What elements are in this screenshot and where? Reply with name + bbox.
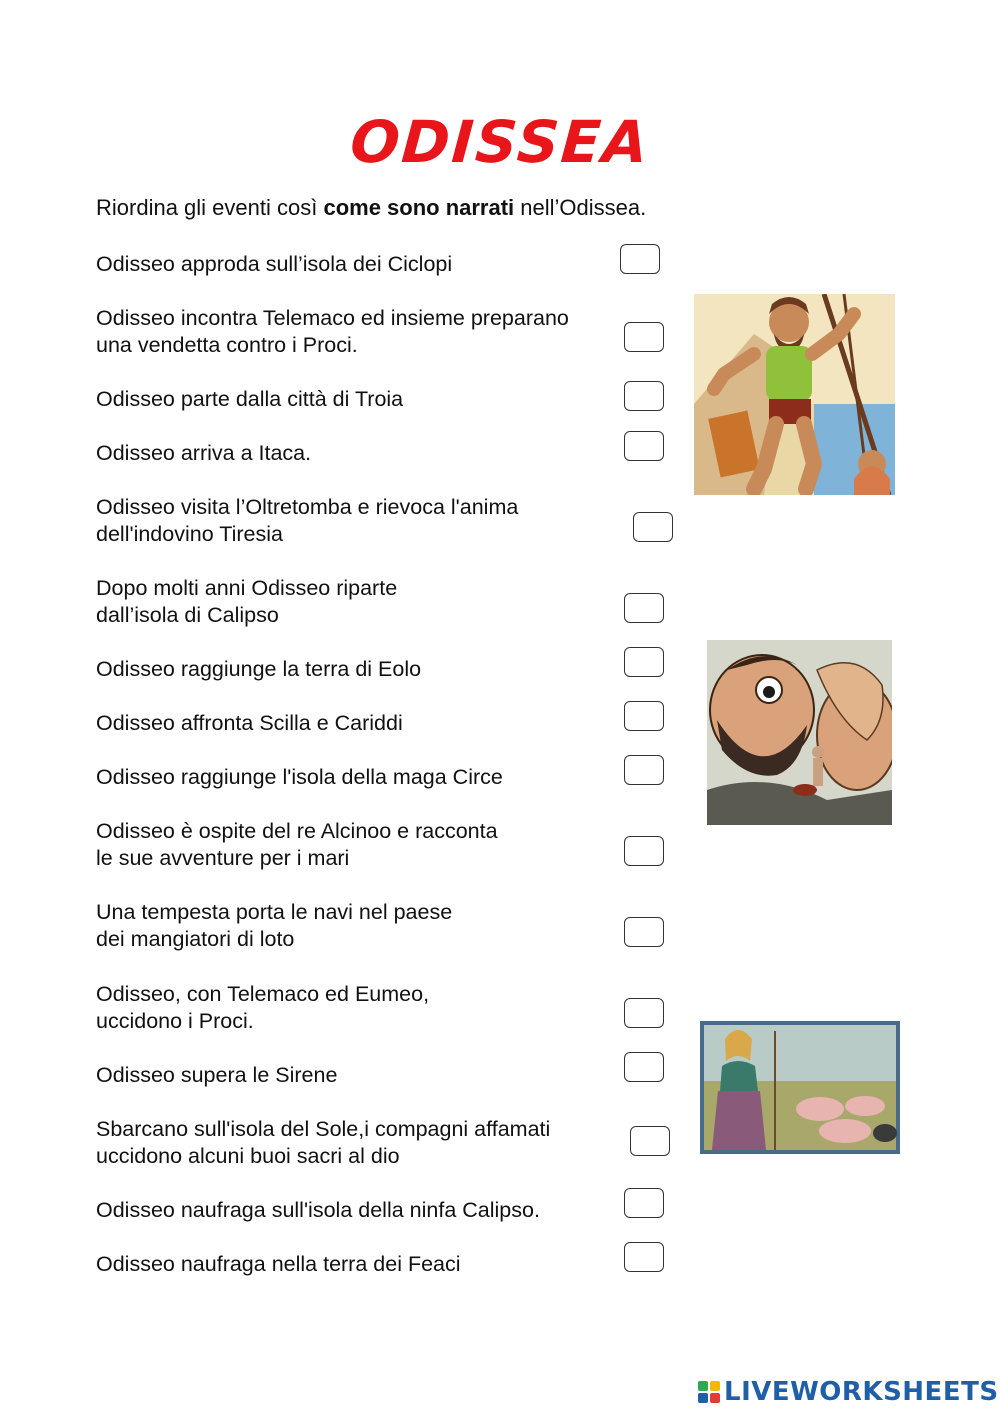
event-text: Odisseo parte dalla città di Troia xyxy=(96,387,404,411)
order-input-7[interactable] xyxy=(624,647,664,677)
event-item-15 xyxy=(96,1197,540,1224)
order-input-13[interactable] xyxy=(624,1052,664,1082)
event-text: Odisseo naufraga sull'isola della ninfa Calipso. xyxy=(96,1198,540,1222)
event-text: Sbarcano sull'isola del Sole,i compagni affamati xyxy=(96,1117,551,1141)
circe-pigs-image xyxy=(700,1021,900,1154)
instruction-after: nell’Odissea. xyxy=(514,195,647,220)
event-text: Dopo molti anni Odisseo riparte xyxy=(96,576,398,600)
order-input-1[interactable] xyxy=(620,244,660,274)
event-item-3 xyxy=(96,386,403,413)
order-input-16[interactable] xyxy=(624,1242,664,1272)
event-text: Odisseo approda sull’isola dei Ciclopi xyxy=(96,252,453,276)
event-text: una vendetta contro i Proci. xyxy=(96,333,358,357)
event-text: Odisseo raggiunge la terra di Eolo xyxy=(96,657,422,681)
order-input-8[interactable] xyxy=(624,701,664,731)
event-text: Odisseo è ospite del re Alcinoo e racconta xyxy=(96,819,498,843)
order-input-2[interactable] xyxy=(624,322,664,352)
order-input-9[interactable] xyxy=(624,755,664,785)
event-item-8 xyxy=(96,710,403,737)
event-item-5 xyxy=(96,494,518,548)
event-item-11 xyxy=(96,899,452,953)
instruction-text xyxy=(96,195,646,221)
event-text: le sue avventure per i mari xyxy=(96,846,350,870)
event-text: dell'indovino Tiresia xyxy=(96,522,283,546)
order-input-6[interactable] xyxy=(624,593,664,623)
liveworksheets-brand xyxy=(698,1377,999,1407)
order-input-10[interactable] xyxy=(624,836,664,866)
event-text: Odisseo affronta Scilla e Cariddi xyxy=(96,711,403,735)
event-text: Una tempesta porta le navi nel paese xyxy=(96,900,453,924)
event-item-4 xyxy=(96,440,311,467)
order-input-12[interactable] xyxy=(624,998,664,1028)
event-text: Odisseo, con Telemaco ed Eumeo, xyxy=(96,982,430,1006)
event-item-10 xyxy=(96,818,498,872)
event-item-6 xyxy=(96,575,397,629)
event-item-7 xyxy=(96,656,421,683)
event-text: Odisseo raggiunge l'isola della maga Circe xyxy=(96,765,503,789)
odysseus-ship-image xyxy=(694,294,895,495)
order-input-11[interactable] xyxy=(624,917,664,947)
cyclops-illustration xyxy=(707,640,892,825)
odysseus-ship-illustration xyxy=(694,294,895,495)
event-text: uccidono alcuni buoi sacri al dio xyxy=(96,1144,400,1168)
event-text: uccidono i Proci. xyxy=(96,1009,254,1033)
cyclops-image xyxy=(707,640,892,825)
liveworksheets-logo-icon xyxy=(698,1381,720,1403)
event-text: Odisseo visita l’Oltretomba e rievoca l'anima xyxy=(96,495,519,519)
event-text: dei mangiatori di loto xyxy=(96,927,295,951)
event-text: Odisseo incontra Telemaco ed insieme preparano xyxy=(96,306,569,330)
worksheet-title: ODISSEA xyxy=(348,108,652,176)
order-input-3[interactable] xyxy=(624,381,664,411)
instruction-bold: come sono narrati xyxy=(323,195,515,220)
brand-name: LIVEWORKSHEETS xyxy=(724,1377,999,1407)
event-item-14 xyxy=(96,1116,550,1170)
circe-pigs-illustration xyxy=(700,1021,900,1154)
event-text: dall’isola di Calipso xyxy=(96,603,279,627)
event-text: Odisseo naufraga nella terra dei Feaci xyxy=(96,1252,461,1276)
instruction-before: Riordina gli eventi così xyxy=(96,195,324,220)
event-item-1 xyxy=(96,251,452,278)
event-item-16 xyxy=(96,1251,461,1278)
order-input-5[interactable] xyxy=(633,512,673,542)
event-item-9 xyxy=(96,764,503,791)
event-item-12 xyxy=(96,981,429,1035)
event-item-13 xyxy=(96,1062,337,1089)
event-text: Odisseo arriva a Itaca. xyxy=(96,441,312,465)
order-input-14[interactable] xyxy=(630,1126,670,1156)
order-input-4[interactable] xyxy=(624,431,664,461)
order-input-15[interactable] xyxy=(624,1188,664,1218)
event-text: Odisseo supera le Sirene xyxy=(96,1063,338,1087)
event-item-2 xyxy=(96,305,569,359)
